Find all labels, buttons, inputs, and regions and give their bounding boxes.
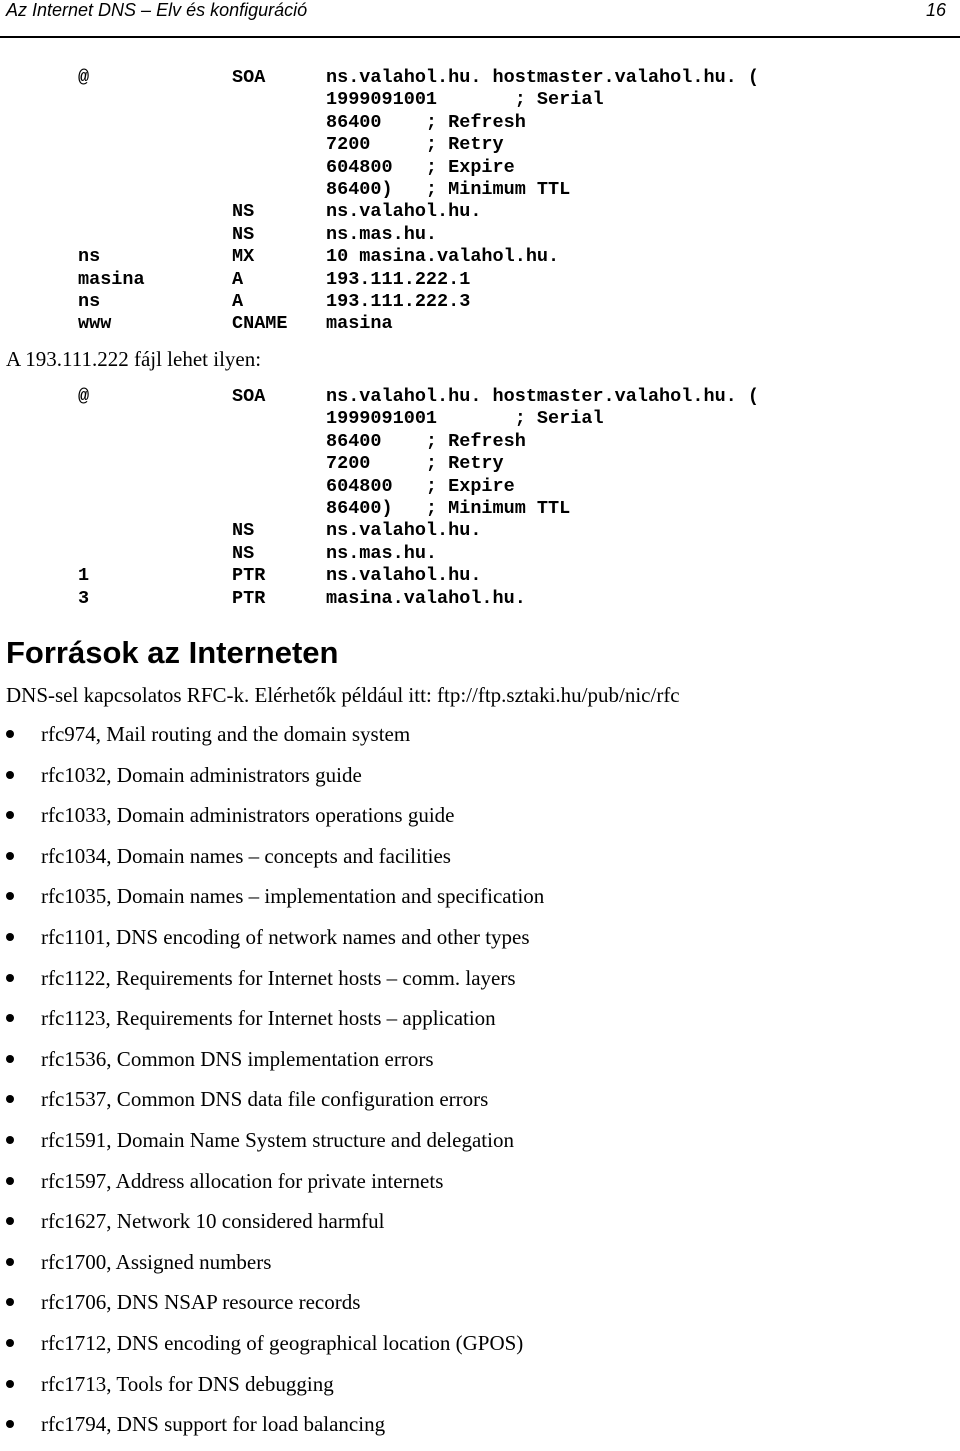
rfc-entry: rfc1034, Domain names – concepts and facilities	[41, 843, 451, 868]
rfc-entry: rfc1122, Requirements for Internet hosts – comm. layers	[41, 965, 516, 990]
record-name: ns	[78, 246, 101, 268]
rfc-entry: rfc1713, Tools for DNS debugging	[41, 1371, 334, 1396]
section-title: Források az Interneten	[6, 635, 339, 670]
rfc-entry: rfc1627, Network 10 considered harmful	[41, 1209, 385, 1234]
record-name: @	[78, 386, 90, 407]
record-type: NS	[232, 223, 255, 245]
record-type: CNAME	[232, 313, 288, 335]
rfc-entry: rfc1537, Common DNS data file configuration errors	[41, 1087, 489, 1112]
record-name: masina	[78, 268, 145, 290]
record-name: 1	[78, 565, 90, 587]
record-type: A	[232, 268, 244, 290]
record-type: NS	[232, 520, 255, 542]
rfc-entry: rfc1700, Assigned numbers	[41, 1249, 272, 1274]
bullet-icon	[6, 1136, 14, 1144]
bullet-icon	[6, 1380, 14, 1388]
record-type: MX	[232, 246, 255, 268]
bullet-icon	[6, 811, 14, 819]
record-value: 7200 ; Retry	[326, 453, 504, 475]
record-value: masina.valahol.hu.	[326, 587, 526, 609]
record-value: 193.111.222.1	[326, 268, 471, 290]
bullet-icon	[6, 852, 14, 860]
bullet-icon	[6, 1177, 14, 1185]
record-type: NS	[232, 542, 255, 564]
record-type: SOA	[232, 386, 266, 407]
record-type: SOA	[232, 67, 266, 88]
record-value: ns.valahol.hu.	[326, 520, 482, 542]
rfc-entry: rfc1035, Domain names – implementation and specification	[41, 884, 545, 909]
bullet-icon	[6, 1217, 14, 1225]
record-value: 1999091001 ; Serial	[326, 408, 604, 430]
sources-intro: DNS-sel kapcsolatos RFC-k. Elérhetők például itt: ftp://ftp.sztaki.hu/pub/nic/rfc	[6, 683, 680, 707]
bullet-icon	[6, 892, 14, 900]
bullet-icon	[6, 1014, 14, 1022]
record-type: NS	[232, 201, 255, 223]
bullet-icon	[6, 1258, 14, 1266]
rfc-entry: rfc1794, DNS support for load balancing	[41, 1412, 386, 1437]
rfc-entry: rfc1101, DNS encoding of network names and other types	[41, 924, 530, 949]
record-value: 604800 ; Expire	[326, 475, 515, 497]
record-type: A	[232, 290, 244, 312]
record-value: 604800 ; Expire	[326, 156, 515, 178]
bullet-icon	[6, 1339, 14, 1347]
bullet-icon	[6, 1095, 14, 1103]
record-value: ns.valahol.hu.	[326, 201, 482, 223]
record-name: ns	[78, 290, 101, 312]
record-value: 86400 ; Refresh	[326, 430, 526, 452]
bullet-icon	[6, 1298, 14, 1306]
record-value: 7200 ; Retry	[326, 134, 504, 156]
record-value: ns.mas.hu.	[326, 542, 438, 564]
record-value: 86400) ; Minimum TTL	[326, 178, 571, 200]
record-name: www	[78, 313, 112, 335]
rfc-entry: rfc974, Mail routing and the domain system	[41, 722, 411, 746]
bullet-icon	[6, 974, 14, 982]
page-header	[0, 0, 960, 38]
rfc-entry: rfc1597, Address allocation for private internets	[41, 1168, 444, 1193]
bullet-icon	[6, 730, 14, 738]
record-name: @	[78, 67, 90, 88]
header-title: Az Internet DNS – Elv és konfiguráció	[6, 0, 308, 20]
record-value: 1999091001 ; Serial	[326, 89, 604, 111]
record-value: 86400 ; Refresh	[326, 111, 526, 133]
record-value: masina	[326, 313, 393, 335]
record-value: ns.valahol.hu.	[326, 565, 482, 587]
rfc-entry: rfc1591, Domain Name System structure and delegation	[41, 1127, 514, 1152]
rfc-entry: rfc1536, Common DNS implementation errors	[41, 1046, 434, 1071]
bullet-icon	[6, 1055, 14, 1063]
record-value: 86400) ; Minimum TTL	[326, 497, 571, 519]
record-value: ns.valahol.hu. hostmaster.valahol.hu. (	[326, 386, 759, 407]
record-type: PTR	[232, 587, 266, 609]
rfc-entry: rfc1032, Domain administrators guide	[41, 762, 362, 787]
bullet-icon	[6, 771, 14, 779]
record-name: 3	[78, 587, 90, 609]
record-value: 10 masina.valahol.hu.	[326, 246, 560, 268]
rfc-entry: rfc1033, Domain administrators operations guide	[41, 803, 455, 828]
record-value: 193.111.222.3	[326, 290, 471, 312]
record-value: ns.valahol.hu. hostmaster.valahol.hu. (	[326, 67, 759, 88]
rfc-entry: rfc1712, DNS encoding of geographical location (GPOS)	[41, 1330, 524, 1355]
page-number: 16	[925, 0, 946, 20]
rfc-entry: rfc1706, DNS NSAP resource records	[41, 1290, 361, 1315]
bullet-icon	[6, 933, 14, 941]
record-type: PTR	[232, 565, 266, 587]
bullet-icon	[6, 1420, 14, 1428]
reverse-zone-intro: A 193.111.222 fájl lehet ilyen:	[6, 347, 262, 371]
record-value: ns.mas.hu.	[326, 223, 438, 245]
rfc-entry: rfc1123, Requirements for Internet hosts – application	[41, 1006, 496, 1031]
